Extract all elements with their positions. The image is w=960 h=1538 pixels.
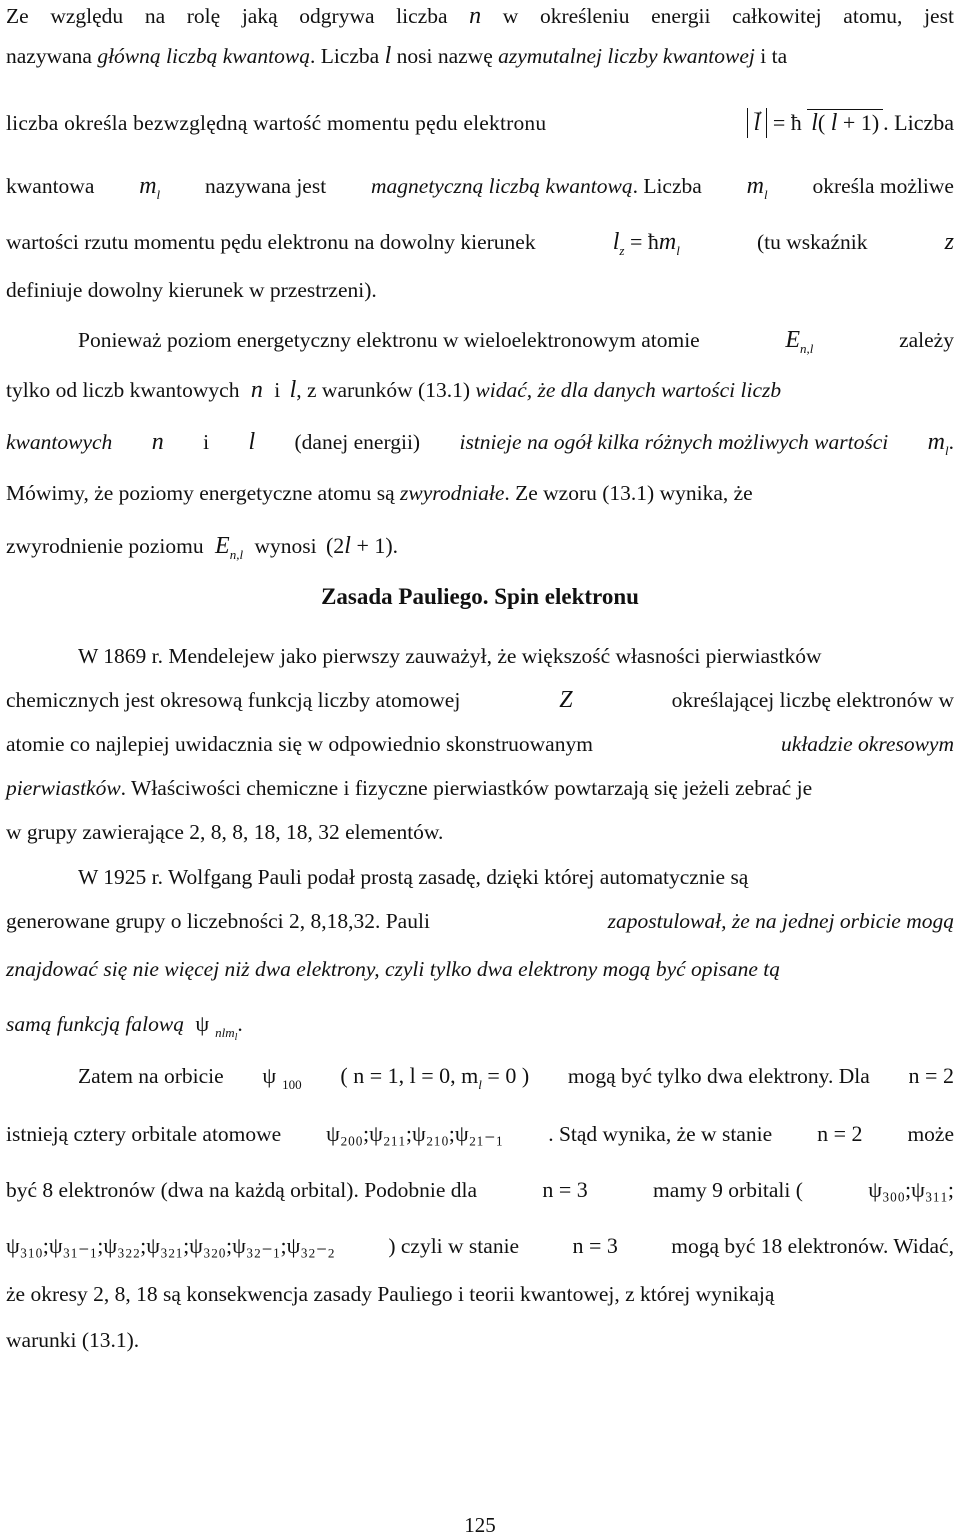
p4-line1 (78, 863, 954, 891)
variable-ml: $m_l$ (139, 173, 161, 202)
word: atomu, (843, 4, 903, 28)
psi-symbol: ψ (195, 1011, 210, 1036)
p5-line6 (6, 1326, 954, 1354)
text: ) czyli w stanie (388, 1234, 520, 1258)
n-equals: n = 3 (542, 1177, 588, 1202)
formula-projection: $l_z$ = $ħm_l$ (612, 229, 680, 258)
emphasis: azymutalnej liczby kwantowej (498, 44, 755, 68)
text: istnieją cztery orbitale atomowe (6, 1122, 282, 1146)
word: w (502, 4, 519, 28)
text: kwantowa (6, 174, 95, 198)
wavefunction-100 (262, 1062, 301, 1099)
p2-line5 (6, 532, 954, 569)
text: Ponieważ poziom energetyczny elektronu w wieloelektronowym atomie (78, 328, 700, 352)
text: że okresy 2, 8, 18 są konsekwencja zasady Pauliego i teorii kwantowej, z której wynikają (6, 1282, 775, 1306)
text: zwyrodnienie poziomu (6, 534, 204, 558)
variable-n: n (151, 429, 164, 455)
text: i ta (754, 44, 788, 68)
subscript: l (478, 1077, 482, 1092)
p4-line3 (6, 955, 954, 983)
emphasis: układzie okresowym (781, 732, 954, 756)
text: . Właściwości chemiczne i fizyczne pierwiastków powtarzają się jeżeli zebrać je (120, 776, 813, 800)
word: rolę (186, 4, 221, 28)
energy-level-symbol: $E_{n,l}$ (785, 327, 814, 356)
text: . Ze wzoru (13.1) wynika, że (504, 481, 753, 505)
page-number: 125 (464, 1513, 496, 1537)
n-equals: n = 3 (572, 1233, 618, 1258)
emphasis: znajdować się nie więcej niż dwa elektrony, czyli tylko dwa elektrony mogą być opisane tą (6, 957, 781, 981)
p1-line4 (6, 172, 954, 209)
text: . Stąd wynika, że w stanie (548, 1122, 773, 1146)
text: . (948, 430, 954, 454)
text: warunki (13.1). (6, 1328, 140, 1352)
word: określeniu (539, 4, 630, 28)
orbital-list: ψ₂₀₀;ψ₂₁₁;ψ₂₁₀;ψ₂₁₋₁ (326, 1121, 504, 1146)
subscript: 100 (282, 1077, 302, 1092)
text: . (392, 534, 399, 558)
p1-line3 (6, 108, 954, 138)
p4-line2 (6, 907, 954, 935)
text: nosi nazwę (391, 44, 499, 68)
p3-line1 (78, 642, 954, 670)
p2-line2 (6, 376, 954, 404)
p1-line2 (6, 42, 954, 70)
text: W 1925 r. Wolfgang Pauli podał prostą zasadę, dzięki której automatycznie są (78, 865, 749, 889)
text: . Liczba (309, 44, 385, 68)
condition-text: ( n = 1, l = 0, m (340, 1063, 479, 1088)
text: . Liczba (883, 110, 954, 135)
word: całkowitej (732, 4, 822, 28)
variable-ml: $m_l$ (927, 429, 949, 458)
text: i (203, 430, 210, 454)
word: na (144, 4, 166, 28)
p5-line2 (6, 1120, 954, 1148)
word: energii (651, 4, 711, 28)
quantum-number-condition (340, 1062, 529, 1099)
p3-line5 (6, 818, 954, 846)
emphasis: istnieje na ogół kilka różnych możliwych wartości (459, 430, 889, 454)
emphasis: zapostulował, że na jednej orbicie mogą (607, 909, 954, 933)
n-equals: n = 2 (817, 1121, 863, 1146)
variable-z: z (944, 229, 954, 255)
p5-line5 (6, 1280, 954, 1308)
text: wynosi (254, 534, 317, 558)
variable-l: l (384, 43, 392, 69)
text: może (907, 1122, 954, 1146)
text: w grupy zawierające 2, 8, 8, 18, 18, 32 elementów. (6, 820, 444, 844)
p2-line3 (6, 428, 954, 465)
text: mogą być tylko dwa elektrony. Dla (567, 1064, 870, 1088)
condition-text: = 0 ) (481, 1063, 530, 1088)
text: . Liczba (632, 174, 702, 198)
word: względu (50, 4, 124, 28)
subscript: l (234, 1032, 238, 1043)
text: mamy 9 orbitali ( (653, 1178, 803, 1202)
text: określającej liczbę elektronów w (671, 688, 954, 712)
text: . (237, 1012, 243, 1036)
p3-line2 (6, 686, 954, 714)
text: (tu wskaźnik (757, 230, 868, 254)
emphasis: samą funkcją falową (6, 1012, 184, 1036)
text: liczba określa bezwzględną wartość momentu pędu elektronu (6, 111, 547, 135)
text: W 1869 r. Mendelejew jako pierwszy zauważył, że większość własności pierwiastków (78, 644, 822, 668)
text: nazywana (6, 44, 98, 68)
wavefunction-symbol (195, 1011, 238, 1043)
text: Zatem na orbicie (78, 1064, 224, 1088)
text: atomie co najlepiej uwidacznia się w odpowiednio skonstruowanym (6, 732, 593, 756)
text: mogą być 18 elektronów. Widać, (671, 1234, 954, 1258)
emphasis: widać, że dla danych wartości liczb (475, 378, 782, 402)
variable-l: l (289, 377, 297, 403)
emphasis: kwantowych (6, 430, 113, 454)
emphasis: pierwiastków (6, 776, 121, 800)
word: odgrywa (299, 4, 375, 28)
emphasis: główną liczbą kwantową (97, 44, 310, 68)
text: generowane grupy o liczebności 2, 8,18,32. Pauli (6, 909, 430, 933)
text: , z warunków (13.1) (296, 378, 470, 402)
n-equals: n = 2 (908, 1063, 954, 1088)
subscript: nlm (215, 1025, 235, 1040)
energy-level-symbol: $E_{n,l}$ (215, 533, 244, 562)
variable-ml: $m_l$ (746, 173, 768, 202)
variable-n: n (250, 377, 263, 403)
word: Ze (6, 4, 29, 28)
variable-Z: Z (559, 687, 573, 713)
text: być 8 elektronów (dwa na każdą orbital). Podobnie dla (6, 1178, 478, 1202)
p1-line1 (6, 2, 954, 30)
p2-line4 (6, 479, 954, 507)
p2-line1 (78, 326, 954, 363)
p5-line1 (78, 1062, 954, 1099)
orbital-list: ψ₃₀₀;ψ₃₁₁; (868, 1177, 954, 1202)
text: chemicznych jest okresową funkcją liczby atomowej (6, 688, 461, 712)
text: wartości rzutu momentu pędu elektronu na dowolny kierunek (6, 230, 536, 254)
variable-n: n (469, 3, 482, 29)
text: nazywana jest (205, 174, 327, 198)
p1-line5 (6, 228, 954, 265)
word: jaką (241, 4, 278, 28)
variable-l: l (248, 429, 256, 455)
p1-line6 (6, 276, 954, 304)
section-heading: Zasada Pauliego. Spin elektronu (321, 584, 639, 609)
p3-line4 (6, 774, 954, 802)
p5-line3 (6, 1176, 954, 1204)
text: (danej energii) (294, 430, 421, 454)
word: liczba (396, 4, 448, 28)
psi-symbol: ψ (262, 1063, 277, 1088)
orbital-list: ψ₃₁₀;ψ₃₁₋₁;ψ₃₂₂;ψ₃₂₁;ψ₃₂₀;ψ₃₂₋₁;ψ₃₂₋₂ (6, 1233, 335, 1258)
degeneracy-formula: (2l + 1) (325, 533, 393, 559)
emphasis: magnetyczną liczbą kwantową (371, 174, 633, 198)
text: i (274, 378, 281, 402)
text: Mówimy, że poziomy energetyczne atomu są (6, 481, 395, 505)
p4-line4 (6, 1010, 954, 1052)
p3-line3 (6, 730, 954, 758)
formula-angular-momentum: l → = ħ l( l + 1) . Liczba (747, 108, 954, 138)
text: określa możliwe (812, 174, 954, 198)
text: zależy (899, 328, 954, 352)
text: tylko od liczb kwantowych (6, 378, 240, 402)
emphasis: zwyrodniałe (400, 481, 505, 505)
word: jest (924, 4, 954, 28)
text: definiuje dowolny kierunek w przestrzeni). (6, 278, 377, 302)
p5-line4 (6, 1232, 954, 1260)
